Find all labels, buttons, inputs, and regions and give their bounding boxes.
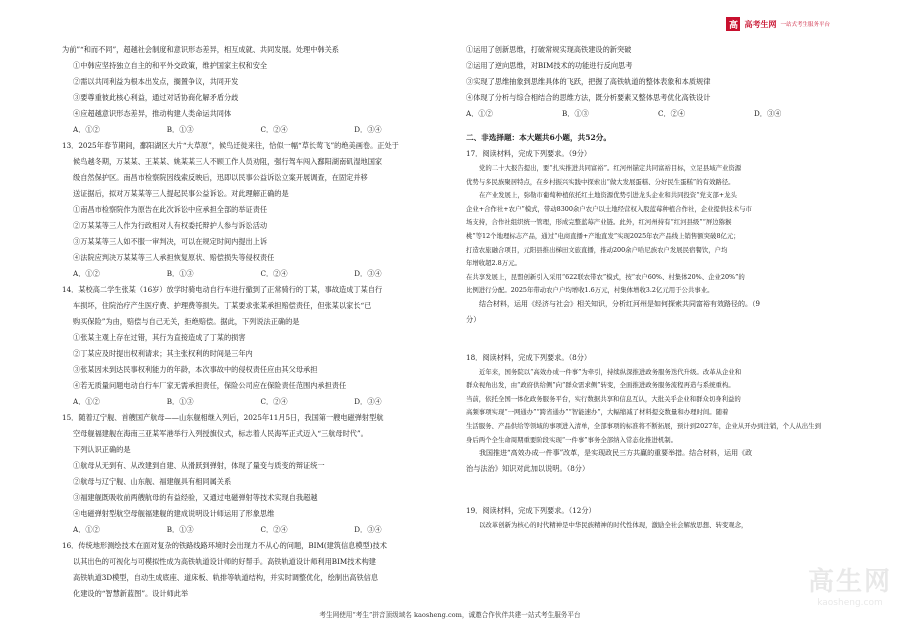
question-prompt: 分） [466,314,481,324]
choice-a: A．①② [73,525,100,534]
choice-c: C．②④ [260,397,288,406]
question-prompt: 治与法治》知识对此加以说明。（8分） [466,463,590,473]
option-line: ①中韩应坚持独立自主的和平外交政策，维护国家主权和安全 [73,61,268,70]
material-text: 企业+合作社+农户”模式，带动8300余户农户以土地经营权入股蓝莓种植合作社，企业提供技术与市 [466,204,752,213]
question-14: 14．某校高二学生张某（16岁）放学时骑电动自行车进行撤到了正常骑行的丁某，事故造成丁某自行 [62,285,383,294]
material-text: 场支持，合作社组织统一管理，形成完整蓝莓产业链。此外，红河州持有“红河县级”“屏边猕猴 [466,218,732,227]
option-line: ③要尊重彼此核心利益，通过对话协商化解矛盾分歧 [73,93,239,102]
logo-name: 高考生网 [744,19,777,29]
choice-a: A．①② [73,125,100,134]
choice-c: C．②④ [260,125,288,134]
choice-b: B．①③ [562,109,589,118]
option-line: ④体现了分析与综合相结合的思维方法，既分析要素又整体思考优化高铁设计 [466,93,711,102]
text-line: 候鸟越冬期，万某某、王某某、姚某某三人不顾工作人员劝阻，强行驾车闯入鄱阳湖南矶湿地国家 [73,157,383,166]
material-text: 年增收超2.8万元。 [466,259,521,268]
text-line: 送证据后，拟对万某某等三人提起民事公益诉讼。对此理解正确的是 [73,189,289,198]
choice-d: D．③④ [354,125,382,134]
option-line: ②航母与辽宁舰、山东舰、福建舰具有相同属关系 [73,477,232,486]
option-line: ②运用了逆向思维，对BIM技术的功能进行反向思考 [466,61,633,70]
text-line: 购买保险”为由，赔偿与自己无关，拒绝赔偿。据此，下列说法正确的是 [73,317,300,326]
question-13: 13．2025年春节期间，鄱阳湖区大片“大草原”，候鸟迁徙来往，恰似一幅“草长莺飞”的绝美画卷。正处于 [62,141,399,150]
question-17: 17．阅读材料，完成下列要求。（9分） [466,149,592,158]
option-line: ④应超越意识形态差异，推动构建人类命运共同体 [73,109,232,118]
material-text: 比例进行分配。2025年带动农户户均增收1.6万元，村集体增收3.2亿元用于公共事业。 [466,286,714,295]
option-line: ④电磁弹射型航空母舰福建舰的建成说明设计师运用了形象思维 [73,509,275,518]
logo-slogan: 一站式考生服务平台 [780,22,830,28]
material-text: 优势与多民族聚居特点，在乡村振兴实践中探索出“做大发展蛋糕、分好民生蛋糕”的有效路径。 [466,177,735,186]
question-16: 16．传统地形测绘技术在面对复杂的铁路线路环境时会出现力不从心的问题，BIM(建筑信息模型)技术 [62,541,387,550]
answer-choices [62,122,448,138]
choice-a: A．①② [466,109,493,118]
choice-d: D．③④ [354,397,382,406]
option-line: ①航母从无到有、从改建到自建、从滑跃到弹射，体现了量变与质变的辩证统一 [73,461,325,470]
answer-choices [62,394,448,410]
site-logo[interactable] [726,17,830,31]
choice-a: A．①② [73,269,100,278]
option-line: ①南昌市检察院作为原告在此次诉讼中应承担全部的举证责任 [73,205,268,214]
choice-c: C．②④ [260,525,288,534]
logo-text [744,19,776,30]
page-footer: 考生网使用“考生”拼音顶级域名 kaosheng.com，诚邀合作伙伴共建一站式考生服务平台 [319,611,581,619]
watermark-logo: 高生网 [807,567,892,597]
choice-a: A．①② [73,397,100,406]
choice-b: B．①③ [166,525,194,534]
choice-c: C．②④ [658,109,686,118]
option-line: ③福建舰既吸收前两艘航母的有益经验，又通过电磁弹射等技术实现自我超越 [73,493,318,502]
material-text: 当前，依托全国一体化政务服务平台，实行数据共享和信息互认，大批关乎企业和群众切身利益的 [466,394,741,403]
answer-choices [466,106,858,122]
text-line: 车损坏，住院治疗产生医疗费、护理费等损失。丁某要求张某承担赔偿责任，但张某以家长“已 [73,301,372,310]
question-15: 15．随着辽宁舰、首艘国产航母——山东舰相继入列后，2025年11月5日，我国第一艘电磁弹射型航 [62,413,384,422]
watermark-domain: kaosheng.com [817,598,883,608]
choice-b: B．①③ [166,125,194,134]
material-text: 高频事项实现“一网通办”“跨省通办”“智能速办”，大幅缩减了材料提交数量和办理时间。随着 [466,408,729,417]
text-line: 化建设的“智慧新蓝图”。设计师此举 [73,589,189,598]
material-text: 群众视角出发，由“政府供给侧”向“群众需求侧”转变，全面推进政务服务流程再造与系统重构。 [466,381,735,390]
text-line: 为前”“和而不同”，超越社会制度和意识形态差异，相互成就、共同发展。处理中韩关系 [62,45,339,54]
answer-choices [62,522,448,538]
logo-mark-icon: 高 [726,17,740,31]
choice-d: D．③④ [754,109,782,118]
choice-b: B．①③ [166,397,194,406]
material-text: 以改革创新为核心的时代精神是中华民族精神的时代性体现，激励全社会解放思想、转变观念， [479,520,748,529]
right-column [466,42,858,532]
text-line: 下列认识正确的是 [73,445,131,454]
text-line: 空母舰福建舰在海南三亚某军港举行入列授旗仪式，标志着人民海军正式迈入“三航母时代”。 [73,429,368,438]
material-text: 党的二十大报告提出，要“扎实推进共同富裕”。红河州锚定共同富裕目标，立足县域产业资源 [479,164,742,172]
option-line: ②需以共同利益为根本出发点，搁置争议，共同开发 [73,77,239,86]
material-text: 在共享发展上，昆盟创新引入采用“622联农带农”模式，按“农户60%、村集体20%、企业20%”的 [466,272,745,281]
left-column [62,42,448,602]
option-line: ①运用了创新思维，打破常规实现高铁建设的新突破 [466,45,632,54]
section-heading: 二、非选择题：本大题共6小题，共52分。 [466,133,611,142]
material-text: 近年来，国务院以“高效办成一件事”为牵引，持续纵深推进政务服务迭代升级。改革从企业和 [479,367,742,376]
text-line: 级自然保护区。南昌市检察院因线索反映后，迅即以民事公益诉讼立案开展调查，在固定并移 [73,173,368,182]
question-18: 18．阅读材料，完成下列要求。（8分） [466,352,592,362]
material-text: 身后两个全生命周期重要阶段实现“一件事”事务全部纳入常态化推进机制。 [466,435,678,444]
option-line: ④若无质量问题电动自行车厂家无需承担责任，保险公司应在保险责任范围内承担责任 [73,381,347,390]
question-prompt: 我国推进“高效办成一件事”改革，是实现政民三方共赢的重要举措。结合材料，运用《政 [479,449,753,458]
option-line: ②万某某等三人作为行政相对人有权委托辩护人参与诉讼活动 [73,221,268,230]
material-text: 在产业发展上，弥勒市葡萄种植依托红土地资源优势引进龙头企业和共同投资“党支部+龙头 [479,191,737,200]
option-line: ④法院应判决万某某等三人承担恢复原状、赔偿损失等侵权责任 [73,253,275,262]
material-text: 打造农旅融合项目，元阳县推出梯田文旅直播，推动200余户哈尼族农户发展民宿餐饮，户均 [466,245,728,254]
question-19: 19．阅读材料，完成下列要求。（12分） [466,505,596,515]
text-line: 高铁轨道3D模型，自动生成底座、道床板、轨排等轨道结构，并实时调整优化，绘制出高铁信息 [73,573,379,582]
choice-c: C．②④ [260,269,288,278]
answer-choices [62,266,448,282]
choice-b: B．①③ [166,269,194,278]
material-text: 桃”等12个地理标志产品，通过“电商直播+产地直发”实现2025年农产品线上销售额突破8亿元； [466,231,740,240]
option-line: ③万某某等三人如不服一审判决，可以在规定时间内提出上诉 [73,237,268,246]
watermark [808,561,892,608]
option-line: ①张某主观上存在过错，其行为直接造成了丁某的损害 [73,333,246,342]
option-line: ②丁某应及时提出权利请求；其主张权利的时间是三年内 [73,349,253,358]
choice-d: D．③④ [354,269,382,278]
option-line: ③实现了思维抽象到思维具体的飞跃，把握了高铁轨道的整体表象和本质规律 [466,77,711,86]
material-text: 生活服务、产品供给等领域的事项进入清单，全部事项的标准将不断拓展，预计到2027年，企业从开办到注销，个人从出生到 [466,421,821,430]
option-line: ③张某因未到达民事权利能力的年龄，本次事故中的侵权责任应由其父母承担 [73,365,318,374]
text-line: 以其出色的可视化与可模拟性成为高铁轨道设计师的好帮手。高铁轨道设计师利用BIM技术构建 [73,557,376,566]
choice-d: D．③④ [354,525,382,534]
question-prompt: 结合材料，运用《经济与社会》相关知识，分析红河州是如何探索共同富裕有效路径的。（9 [479,299,760,308]
